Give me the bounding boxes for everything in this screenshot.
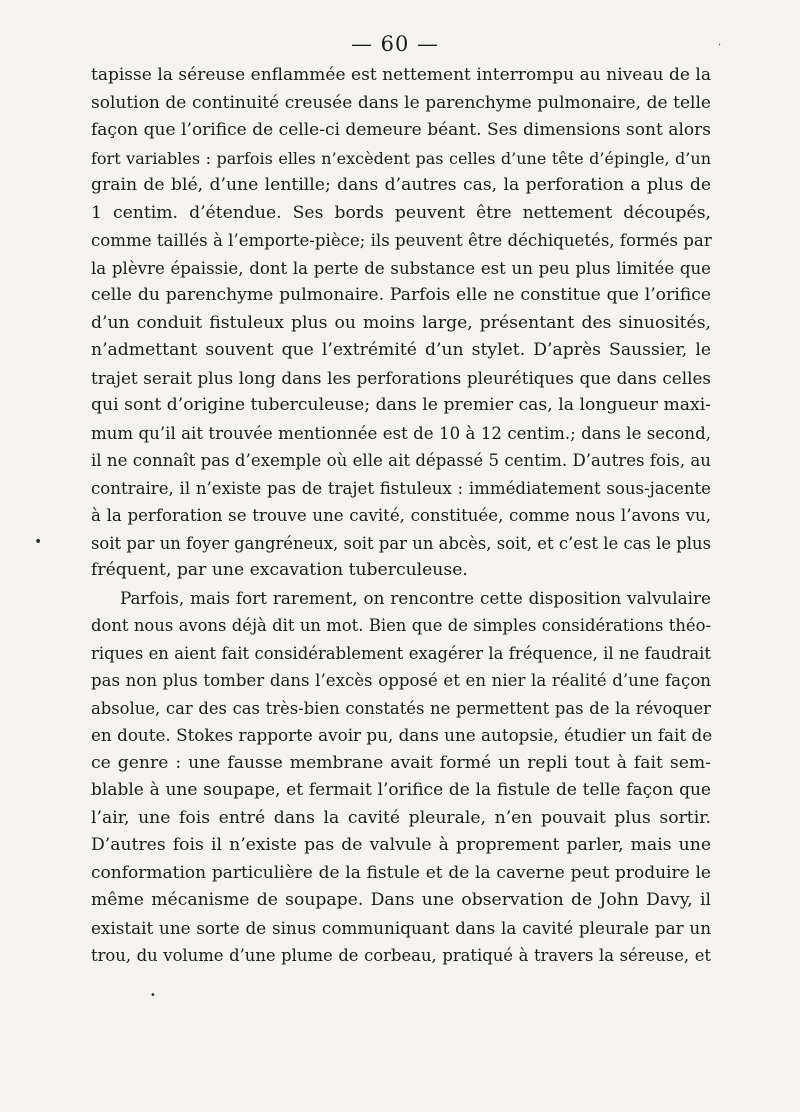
text-line: qui sont d’origine tuberculeuse; dans le premier cas, la longueur maxi- — [91, 395, 711, 415]
text-line: absolue, car des cas très-bien constatés ne permettent pas de la révoquer — [91, 698, 711, 718]
text-line: mum qu’il ait trouvée mentionnée est de 10 à 12 centim.; dans le second, — [91, 423, 711, 443]
body-text — [91, 62, 711, 970]
text-line: d’un conduit fistuleux plus ou moins large, présentant des sinuosités, — [91, 312, 711, 333]
text-line: la plèvre épaissie, dont la perte de substance est un peu plus limitée que — [91, 258, 711, 278]
paragraph — [91, 585, 711, 970]
text-line: trou, du volume d’une plume de corbeau, pratiqué à travers la séreuse, et — [91, 946, 711, 965]
text-line: comme taillés à l’emporte-pièce; ils peuvent être déchiquetés, formés par — [91, 231, 712, 250]
text-line: riques en aient fait considérablement exagérer la fréquence, il ne faudrait — [91, 643, 711, 663]
text-line: trajet serait plus long dans les perforations pleurétiques que dans celles — [91, 367, 711, 388]
text-line: 1 centim. d’étendue. Ses bords peuvent être nettement découpés, — [91, 202, 711, 223]
text-line: solution de continuité creusée dans le parenchyme pulmonaire, de telle — [91, 92, 711, 113]
text-line: dont nous avons déjà dit un mot. Bien que de simples considérations théo- — [91, 616, 711, 635]
page-number: — 60 — — [350, 32, 440, 56]
text-line: façon que l’orifice de celle-ci demeure béant. Ses dimensions sont alors — [91, 120, 711, 140]
text-line: existait une sorte de sinus communiquant dans la cavité pleurale par un — [91, 917, 711, 938]
ink-speck: • — [34, 534, 43, 550]
text-line: grain de blé, d’une lentille; dans d’autres cas, la perforation a plus de — [91, 175, 711, 195]
text-line: conformation particulière de la fistule et de la caverne peut produire le — [91, 862, 711, 883]
text-line: Parfois, mais fort rarement, on rencontre cette disposition valvulaire — [120, 587, 711, 608]
text-line: même mécanisme de soupape. Dans une observation de John Davy, il — [91, 890, 711, 910]
text-line: blable à une soupape, et fermait l’orifice de la fistule de telle façon que — [91, 780, 711, 800]
text-line: celle du parenchyme pulmonaire. Parfois elle ne constitue que l’orifice — [91, 285, 711, 305]
text-line: soit par un foyer gangréneux, soit par un abcès, soit, et c’est le cas le plus — [91, 533, 711, 553]
text-line: D’autres fois il n’existe pas de valvule à proprement parler, mais une — [91, 835, 711, 855]
text-line: il ne connaît pas d’exemple où elle ait dépassé 5 centim. D’autres fois, au — [91, 451, 711, 470]
text-line: contraire, il n’existe pas de trajet fistuleux : immédiatement sous-jacente — [91, 478, 711, 498]
text-line: à la perforation se trouve une cavité, constituée, comme nous l’avons vu, — [91, 506, 711, 525]
ink-speck: • — [150, 990, 156, 1001]
text-line: fort variables : parfois elles n’excèdent pas celles d’une tête d’épingle, d’un — [91, 148, 711, 168]
text-line: tapisse la séreuse enflammée est nettement interrompu au niveau de la — [91, 65, 711, 85]
text-line: en doute. Stokes rapporte avoir pu, dans une autopsie, étudier un fait de — [91, 725, 713, 745]
text-line: fréquent, par une excavation tuberculeuse. — [91, 560, 468, 580]
paragraph — [91, 62, 711, 585]
text-line: pas non plus tomber dans l’excès opposé et en nier la réalité d’une façon — [91, 671, 711, 690]
ink-speck: · — [718, 40, 722, 51]
text-line: n’admettant souvent que l’extrémité d’un stylet. D’après Saussier, le — [91, 340, 711, 360]
text-line: ce genre : une fausse membrane avait formé un repli tout à fait sem- — [91, 752, 711, 773]
text-line: l’air, une fois entré dans la cavité pleurale, n’en pouvait plus sortir. — [91, 807, 711, 828]
